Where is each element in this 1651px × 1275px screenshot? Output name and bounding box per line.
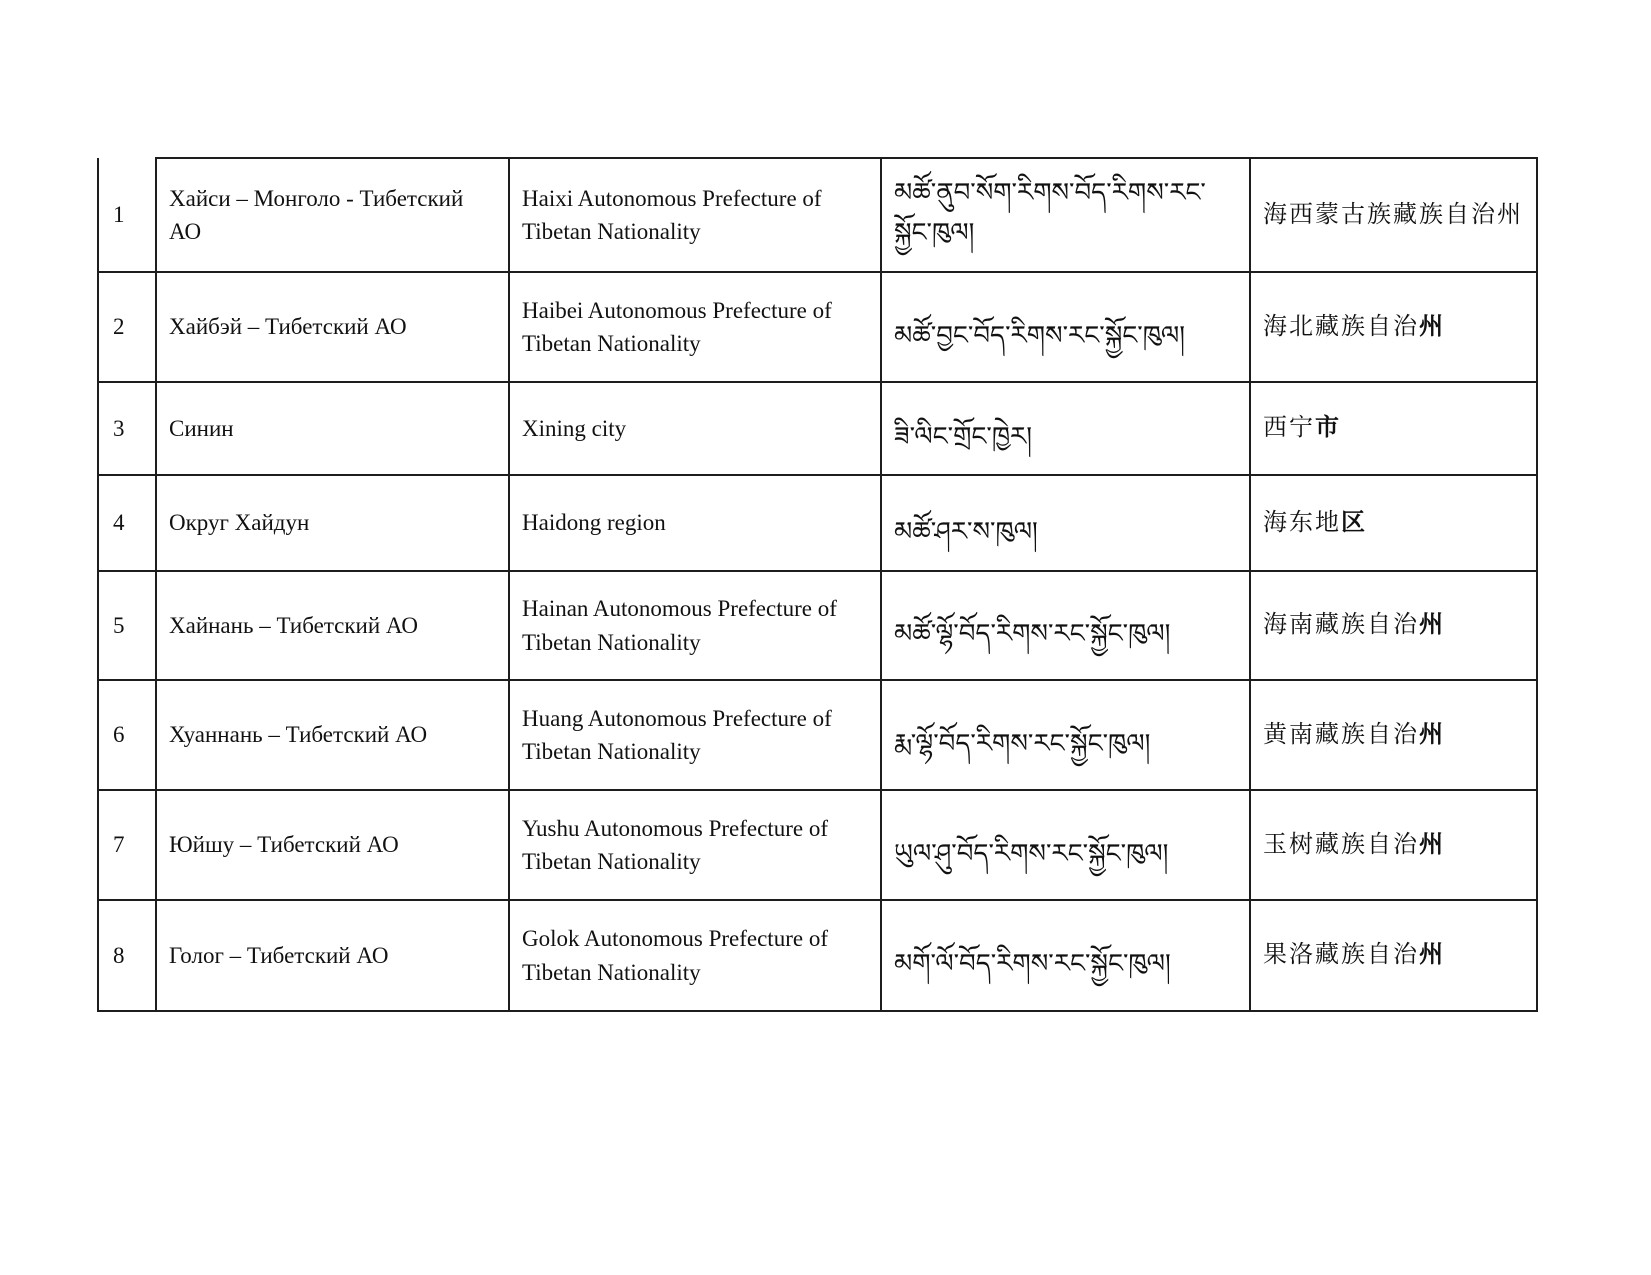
row-number: 5 (98, 571, 156, 680)
tibetan-name: རྨ་ལྷོ་བོད་རིགས་རང་སྐྱོང་ཁུལ། (881, 680, 1250, 790)
chinese-name (1250, 158, 1537, 272)
table-row (98, 680, 1537, 790)
chinese-name-text: 果洛藏族自治 (1263, 942, 1419, 969)
chinese-name (1250, 680, 1537, 790)
row-number: 2 (98, 272, 156, 382)
row-number: 6 (98, 680, 156, 790)
chinese-name (1250, 382, 1537, 475)
row-number: 8 (98, 900, 156, 1011)
english-name: Haibei Autonomous Prefecture of Tibetan Nationality (509, 272, 881, 382)
english-name: Xining city (509, 382, 881, 475)
chinese-name-bold-text: 州 (1419, 942, 1445, 969)
row-number: 7 (98, 790, 156, 900)
tibetan-name: མགོ་ལོ་བོད་རིགས་རང་སྐྱོང་ཁུལ། (881, 900, 1250, 1011)
row-number: 1 (98, 158, 156, 272)
chinese-name-text: 海南藏族自治 (1263, 612, 1419, 639)
prefectures-table (97, 157, 1538, 1012)
chinese-name-bold-text: 区 (1341, 509, 1367, 536)
russian-name: Хайнань – Тибетский АО (156, 571, 509, 680)
russian-name: Хайси – Монголо - Тибетский АО (156, 158, 509, 272)
english-name: Hainan Autonomous Prefecture of Tibetan Nationality (509, 571, 881, 680)
row-number: 3 (98, 382, 156, 475)
english-name: Haixi Autonomous Prefecture of Tibetan Nationality (509, 158, 881, 272)
tibetan-name: ཟི་ལིང་གྲོང་ཁྱེར། (881, 382, 1250, 475)
chinese-name-text: 海北藏族自治 (1263, 313, 1419, 340)
russian-name: Юйшу – Тибетский АО (156, 790, 509, 900)
table-row (98, 900, 1537, 1011)
chinese-name-bold-text: 州 (1419, 313, 1445, 340)
chinese-name (1250, 272, 1537, 382)
english-name: Huang Autonomous Prefecture of Tibetan Nationality (509, 680, 881, 790)
chinese-name-bold-text: 州 (1419, 831, 1445, 858)
row-number: 4 (98, 475, 156, 571)
english-name: Yushu Autonomous Prefecture of Tibetan Nationality (509, 790, 881, 900)
tibetan-name: མཚོ་ལྷོ་བོད་རིགས་རང་སྐྱོང་ཁུལ། (881, 571, 1250, 680)
tibetan-name: མཚོ་ཤར་ས་ཁུལ། (881, 475, 1250, 571)
table-row (98, 571, 1537, 680)
chinese-name-bold-text: 州 (1419, 721, 1445, 748)
russian-name: Округ Хайдун (156, 475, 509, 571)
table-row (98, 382, 1537, 475)
table-row (98, 475, 1537, 571)
chinese-name-text: 黄南藏族自治 (1263, 721, 1419, 748)
english-name: Haidong region (509, 475, 881, 571)
chinese-name-bold-text: 市 (1315, 415, 1341, 442)
chinese-name (1250, 571, 1537, 680)
table-row (98, 272, 1537, 382)
chinese-name (1250, 900, 1537, 1011)
chinese-name-bold-text: 州 (1419, 612, 1445, 639)
chinese-name-text: 海西蒙古族藏族自治州 (1263, 201, 1523, 228)
tibetan-name: མཚོ་བྱང་བོད་རིགས་རང་སྐྱོང་ཁུལ། (881, 272, 1250, 382)
chinese-name-text: 西宁 (1263, 415, 1315, 442)
table-row (98, 790, 1537, 900)
chinese-name-text: 玉树藏族自治 (1263, 831, 1419, 858)
english-name: Golok Autonomous Prefecture of Tibetan Nationality (509, 900, 881, 1011)
tibetan-name: ཡུལ་ཤུ་བོད་རིགས་རང་སྐྱོང་ཁུལ། (881, 790, 1250, 900)
table-row (98, 158, 1537, 272)
russian-name: Хуаннань – Тибетский АО (156, 680, 509, 790)
russian-name: Хайбэй – Тибетский АО (156, 272, 509, 382)
chinese-name-text: 海东地 (1263, 509, 1341, 536)
chinese-name (1250, 790, 1537, 900)
russian-name: Синин (156, 382, 509, 475)
tibetan-name: མཚོ་ནུབ་སོག་རིགས་བོད་རིགས་རང་སྐྱོང་ཁུལ། (881, 158, 1250, 272)
chinese-name (1250, 475, 1537, 571)
russian-name: Голог – Тибетский АО (156, 900, 509, 1011)
